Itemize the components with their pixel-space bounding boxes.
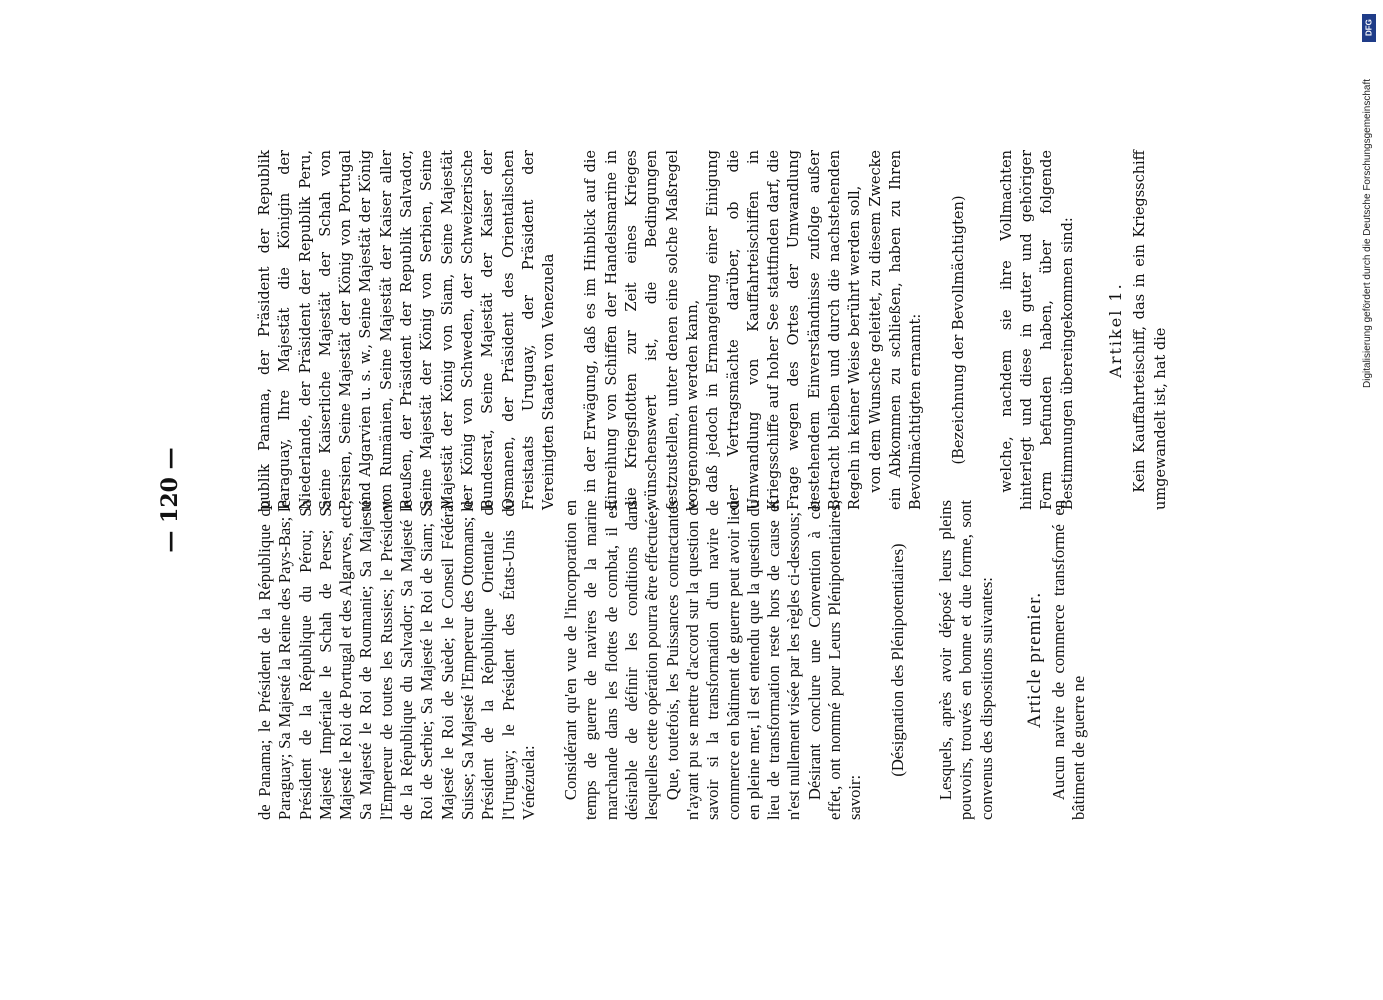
rotated-document-page [95,90,1169,910]
german-paragraph-desiring: von dem Wunsche geleitet, zu diesem Zwecke ein Abkommen zu schließen, haben zu Ihren Bevollmächtigten ernannt: [867,150,925,510]
german-paragraph-considering: in der Erwägung, daß es im Hinblick auf die Einreihung von Schiffen der Handelsmarine in die Kriegsflotten zur Zeit eines Krieges wünschenswert ist, die Bedingungen festzustellen, unter denen eine solche Maßregel vorgenommen werden kann, [583,150,701,510]
dfg-logo: DFG [1362,14,1376,42]
french-paragraph-signatories: de Panama; le Président de la République du Paraguay; Sa Majesté la Reine des Pays-Bas; le Président de la République du Pérou; Sa Majesté Impériale le Schah de Perse; Sa Majesté le Roi de Portugal et des Algarves, etc.; Sa Majesté le Roi de Roumanie; Sa Majesté l'Empereur de toutes les Russies; le Président de la République du Salvador; Sa Majesté le Roi de Serbie; Sa Majesté le Roi de Siam; Sa Majesté le Roi de Suède; le Conseil Fédéral Suisse; Sa Majesté l'Empereur des Ottomans; le Président de la République Orientale de l'Uruguay; le Président des États-Unis du Vénézuéla: [255,500,538,820]
french-paragraph-powers: Lesquels, après avoir déposé leurs pleins pouvoirs, trouvés en bonne et due forme, sont convenus des dispositions suivantes: [935,500,996,820]
french-paragraph-considering: Considérant qu'en vue de l'incorporation en temps de guerre de navires de la marine marchande dans les flottes de combat, il est désirable de définir les conditions dans lesquelles cette opération pourra être effectuée; [561,500,662,820]
french-text-column [255,500,1090,820]
german-text-column [255,150,1171,510]
page-number-header: — 120 — [157,447,183,553]
digitization-credit [1359,8,1381,388]
german-paragraph-whereas: daß jedoch in Ermangelung einer Einigung der Vertragsmächte darüber, ob die Umwandlung von Kauffahrteischiffen in Kriegsschiffe auf hoher See stattfinden darf, die Frage wegen des Ortes der Umwandlung bestehendem Einverständnisse zufolge außer Betracht bleiben und durch die nachstehenden Regeln in keiner Weise berührt werden soll, [705,150,864,510]
german-paragraph-signatories: publik Panama, der Präsident der Republik Paraguay, Ihre Majestät die Königin der Niederlande, der Präsident der Republik Peru, Seine Kaiserliche Majestät der Schah von Persien, Seine Majestät der König von Portugal und Algarvien u. s. w., Seine Majestät der König von Rumänien, Seine Majestät der Kaiser aller Reußen, der Präsident der Republik Salvador, Seine Majestät der König von Serbien, Seine Majestät der König von Siam, Seine Majestät der König von Schweden, der Schweizerische Bundesrat, Seine Majestät der Kaiser der Osmanen, der Präsident des Orientalischen Freistaats Uruguay, der Präsident der Vereinigten Staaten von Venezuela [257,150,558,510]
german-designation-heading: (Bezeichnung der Bevollmächtigten) [950,195,967,465]
digitization-credit-text: Digitalisierung gefördert durch die Deutsche Forschungsgemeinschaft [1362,78,1373,388]
french-article-title: Article premier. [1023,591,1045,729]
german-article-text: Kein Kauffahrteischiff, das in ein Kriegsschiff umgewandelt ist, hat die [1132,150,1169,510]
french-paragraph-desiring: Désirant conclure une Convention à cet effet, ont nommé pour Leurs Plénipotentiaires, savoir: [804,500,865,820]
german-article-title: Artikel 1. [1105,282,1125,378]
french-article-text: Aucun navire de commerce transformé en bâtiment de guerre ne [1049,500,1089,820]
french-paragraph-whereas: Que, toutefois, les Puissances contractantes n'ayant pu se mettre d'accord sur la question de savoir si la transformation d'un navire de commerce en bâtiment de guerre peut avoir lieu en pleine mer, il est entendu que la question du lieu de transformation reste hors de cause et n'est nullement visée par les règles ci-dessous; [662,500,804,820]
german-paragraph-powers: welche, nachdem sie ihre Vollmachten hinterlegt und diese in guter und gehöriger Form befunden haben, über folgende Bestimmungen übereingekommen sind: [998,150,1076,510]
french-designation-heading: (Désignation des Plénipotentiaires) [887,543,907,777]
